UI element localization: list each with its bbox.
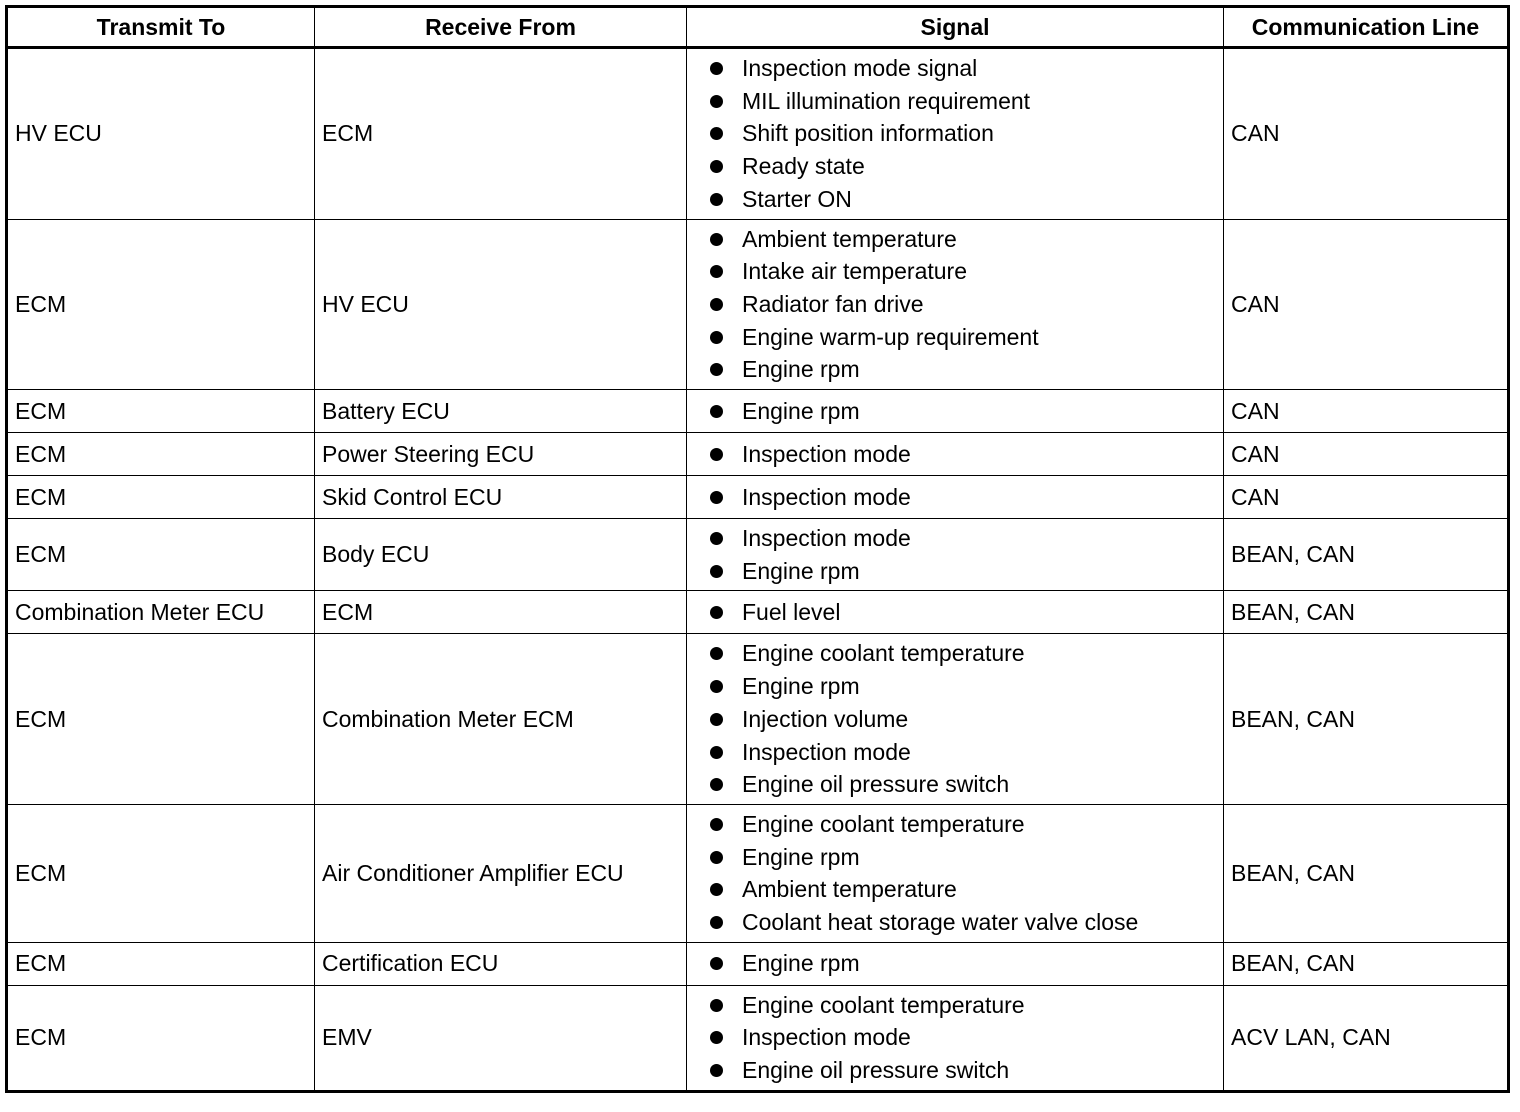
table-row (7, 804, 1509, 942)
communication-line-cell: BEAN, CAN (1224, 634, 1509, 805)
transmit-to-cell: ECM (7, 476, 315, 519)
signal-text: Inspection mode (742, 738, 911, 765)
signal-text: Engine coolant temperature (742, 810, 1025, 837)
signal-item (710, 223, 1223, 256)
bullet-icon (710, 491, 723, 504)
transmit-to-cell: ECM (7, 942, 315, 985)
communication-line-cell: CAN (1224, 219, 1509, 390)
signal-item (710, 808, 1223, 841)
bullet-icon (710, 647, 723, 660)
header-row (7, 7, 1509, 48)
signal-item (710, 395, 1223, 428)
signal-text: Coolant heat storage water valve close (742, 909, 1139, 936)
bullet-icon (710, 265, 723, 278)
communication-line-cell: BEAN, CAN (1224, 804, 1509, 942)
table-row (7, 390, 1509, 433)
signal-item (710, 596, 1223, 629)
signal-item (710, 736, 1223, 769)
bullet-icon (710, 680, 723, 693)
bullet-icon (710, 565, 723, 578)
bullet-icon (710, 957, 723, 970)
signal-item (710, 703, 1223, 736)
signal-list (710, 989, 1223, 1087)
transmit-to-cell: ECM (7, 433, 315, 476)
bullet-icon (710, 331, 723, 344)
signal-text: Shift position information (742, 120, 994, 147)
receive-from-cell: Certification ECU (315, 942, 687, 985)
signal-text: Engine coolant temperature (742, 991, 1025, 1018)
signal-list (710, 947, 1223, 980)
communication-table (5, 5, 1510, 1093)
table-row (7, 942, 1509, 985)
signal-item (710, 183, 1223, 216)
signal-list (710, 395, 1223, 428)
bullet-icon (710, 606, 723, 619)
signal-item (710, 555, 1223, 588)
signal-cell (687, 804, 1224, 942)
signal-item (710, 353, 1223, 386)
signal-text: Ambient temperature (742, 225, 957, 252)
signal-text: Ready state (742, 153, 865, 180)
signal-cell (687, 48, 1224, 220)
signal-cell (687, 476, 1224, 519)
communication-line-cell: ACV LAN, CAN (1224, 985, 1509, 1091)
table-row (7, 634, 1509, 805)
signal-text: MIL illumination requirement (742, 87, 1031, 114)
bullet-icon (710, 405, 723, 418)
receive-from-cell: EMV (315, 985, 687, 1091)
communication-line-cell: CAN (1224, 48, 1509, 220)
bullet-icon (710, 95, 723, 108)
signal-text: Engine coolant temperature (742, 640, 1025, 667)
signal-cell (687, 219, 1224, 390)
signal-item (710, 906, 1223, 939)
signal-text: Engine rpm (742, 673, 860, 700)
table-row (7, 519, 1509, 591)
signal-text: Radiator fan drive (742, 290, 924, 317)
signal-item (710, 481, 1223, 514)
signal-text: Ambient temperature (742, 876, 957, 903)
signal-text: Engine warm-up requirement (742, 323, 1039, 350)
bullet-icon (710, 193, 723, 206)
bullet-icon (710, 1031, 723, 1044)
receive-from-cell: HV ECU (315, 219, 687, 390)
receive-from-cell: ECM (315, 48, 687, 220)
bullet-icon (710, 127, 723, 140)
signal-cell (687, 591, 1224, 634)
signal-list (710, 223, 1223, 387)
signal-list (710, 522, 1223, 587)
signal-list (710, 438, 1223, 471)
signal-cell (687, 433, 1224, 476)
communication-line-cell: CAN (1224, 390, 1509, 433)
signal-item (710, 522, 1223, 555)
header-receive-from: Receive From (315, 7, 687, 48)
signal-item (710, 255, 1223, 288)
bullet-icon (710, 746, 723, 759)
bullet-icon (710, 233, 723, 246)
signal-list (710, 481, 1223, 514)
signal-text: Inspection mode (742, 525, 911, 552)
transmit-to-cell: ECM (7, 634, 315, 805)
table-row (7, 219, 1509, 390)
transmit-to-cell: ECM (7, 519, 315, 591)
bullet-icon (710, 160, 723, 173)
signal-item (710, 841, 1223, 874)
signal-text: Inspection mode (742, 440, 911, 467)
signal-item (710, 1021, 1223, 1054)
communication-line-cell: BEAN, CAN (1224, 519, 1509, 591)
signal-item (710, 989, 1223, 1022)
bullet-icon (710, 363, 723, 376)
signal-cell (687, 985, 1224, 1091)
bullet-icon (710, 778, 723, 791)
signal-cell (687, 519, 1224, 591)
signal-text: Engine oil pressure switch (742, 771, 1010, 798)
bullet-icon (710, 713, 723, 726)
signal-text: Engine rpm (742, 950, 860, 977)
receive-from-cell: Air Conditioner Amplifier ECU (315, 804, 687, 942)
signal-cell (687, 942, 1224, 985)
signal-item (710, 85, 1223, 118)
header-communication-line: Communication Line (1224, 7, 1509, 48)
signal-text: Engine rpm (742, 843, 860, 870)
signal-item (710, 768, 1223, 801)
receive-from-cell: Power Steering ECU (315, 433, 687, 476)
signal-list (710, 52, 1223, 216)
communication-line-cell: CAN (1224, 433, 1509, 476)
signal-cell (687, 390, 1224, 433)
bullet-icon (710, 298, 723, 311)
receive-from-cell: ECM (315, 591, 687, 634)
bullet-icon (710, 532, 723, 545)
signal-list (710, 808, 1223, 939)
bullet-icon (710, 818, 723, 831)
signal-text: Fuel level (742, 599, 841, 626)
header-signal: Signal (687, 7, 1224, 48)
header-transmit-to: Transmit To (7, 7, 315, 48)
transmit-to-cell: HV ECU (7, 48, 315, 220)
signal-item (710, 873, 1223, 906)
communication-line-cell: BEAN, CAN (1224, 591, 1509, 634)
table-row (7, 476, 1509, 519)
transmit-to-cell: ECM (7, 804, 315, 942)
receive-from-cell: Battery ECU (315, 390, 687, 433)
bullet-icon (710, 851, 723, 864)
bullet-icon (710, 448, 723, 461)
receive-from-cell: Skid Control ECU (315, 476, 687, 519)
bullet-icon (710, 1064, 723, 1077)
signal-list (710, 637, 1223, 801)
signal-text: Starter ON (742, 185, 852, 212)
signal-item (710, 288, 1223, 321)
transmit-to-cell: Combination Meter ECU (7, 591, 315, 634)
communication-line-cell: BEAN, CAN (1224, 942, 1509, 985)
signal-text: Engine rpm (742, 557, 860, 584)
signal-item (710, 637, 1223, 670)
signal-text: Engine rpm (742, 397, 860, 424)
bullet-icon (710, 916, 723, 929)
signal-text: Inspection mode signal (742, 55, 978, 81)
receive-from-cell: Combination Meter ECM (315, 634, 687, 805)
receive-from-cell: Body ECU (315, 519, 687, 591)
table-row (7, 985, 1509, 1091)
bullet-icon (710, 999, 723, 1012)
transmit-to-cell: ECM (7, 219, 315, 390)
bullet-icon (710, 62, 723, 75)
signal-text: Injection volume (742, 705, 909, 732)
signal-item (710, 438, 1223, 471)
signal-list (710, 596, 1223, 629)
signal-item (710, 947, 1223, 980)
table-row (7, 48, 1509, 220)
communication-line-cell: CAN (1224, 476, 1509, 519)
signal-text: Inspection mode (742, 1024, 911, 1051)
signal-item (710, 117, 1223, 150)
signal-text: Engine oil pressure switch (742, 1057, 1010, 1084)
signal-item (710, 150, 1223, 183)
signal-text: Inspection mode (742, 483, 911, 510)
transmit-to-cell: ECM (7, 985, 315, 1091)
signal-item (710, 321, 1223, 354)
signal-text: Intake air temperature (742, 258, 968, 285)
transmit-to-cell: ECM (7, 390, 315, 433)
table-header (7, 7, 1509, 48)
table-row (7, 433, 1509, 476)
signal-item (710, 670, 1223, 703)
signal-cell (687, 634, 1224, 805)
bullet-icon (710, 883, 723, 896)
table-row (7, 591, 1509, 634)
signal-item (710, 1054, 1223, 1087)
signal-text: Engine rpm (742, 356, 860, 383)
table-body (7, 48, 1509, 1092)
signal-item (710, 52, 1223, 85)
